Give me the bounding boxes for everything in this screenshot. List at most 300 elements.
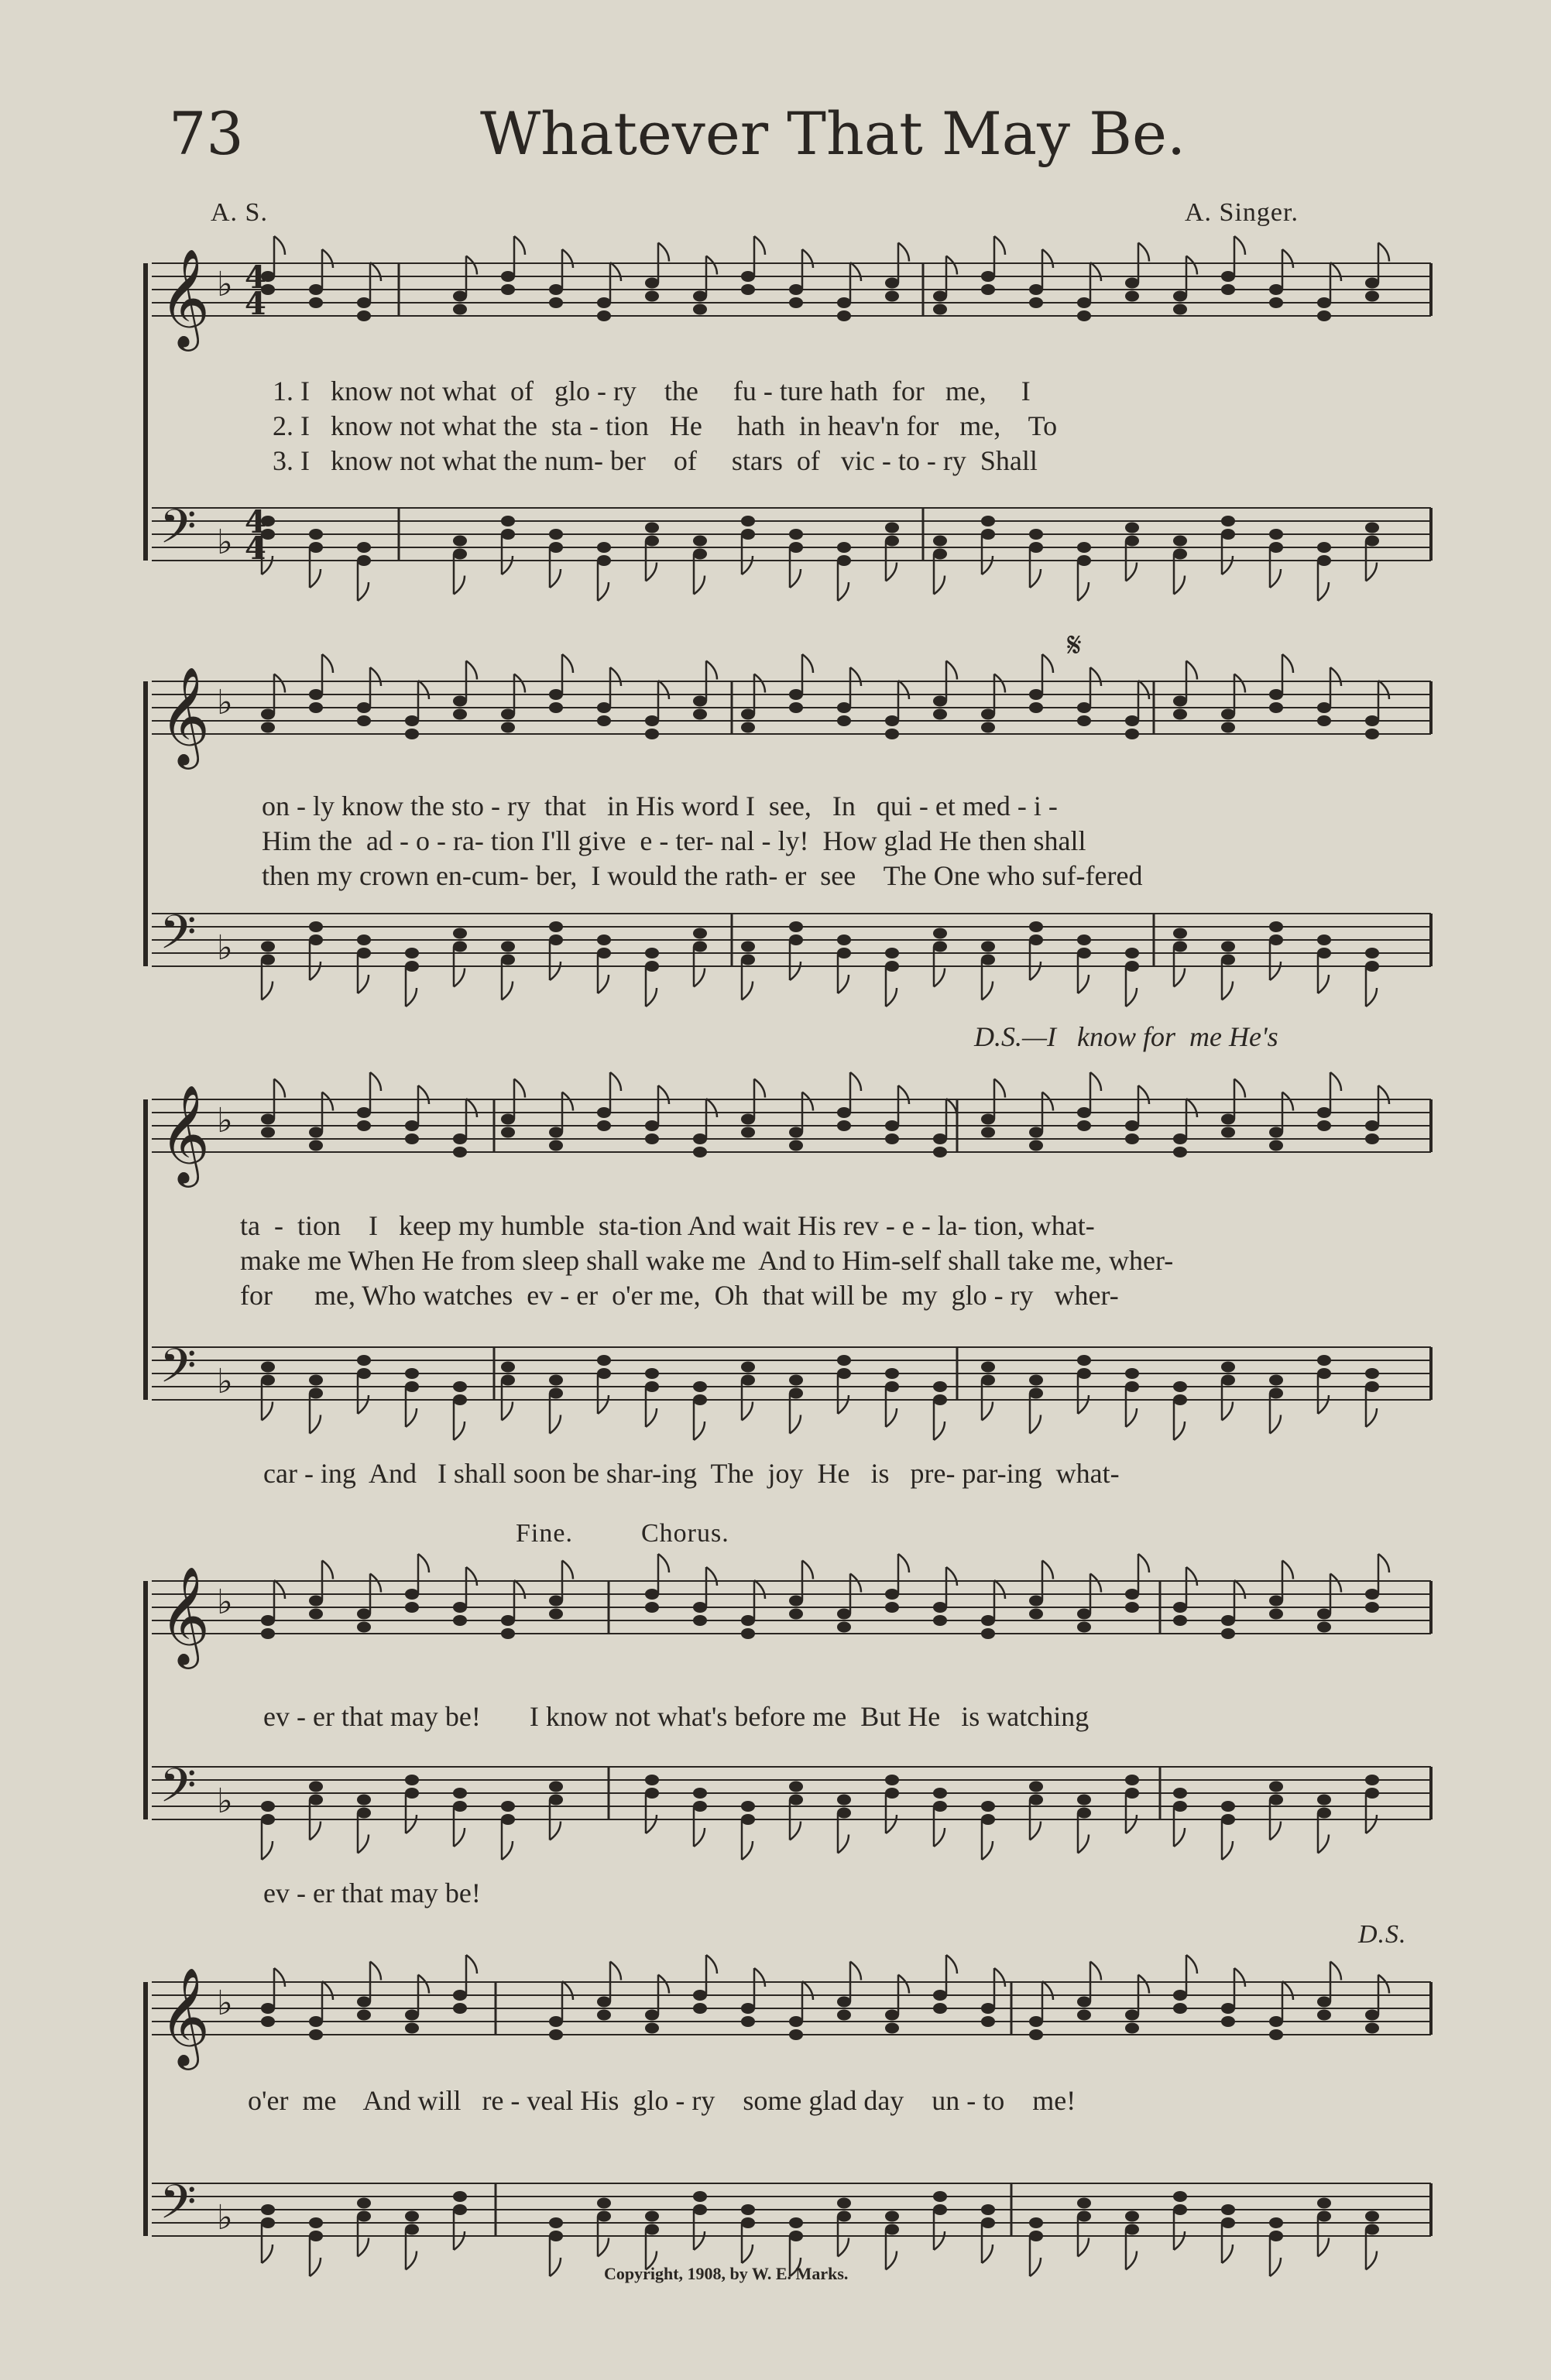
notehead — [885, 2224, 899, 2235]
notehead — [885, 523, 899, 533]
notehead — [549, 921, 563, 932]
notehead — [1125, 729, 1139, 739]
note-flag — [658, 1554, 669, 1572]
notehead — [933, 2204, 947, 2215]
notehead — [357, 1808, 371, 1819]
note-flag — [742, 2245, 753, 2263]
notehead — [789, 702, 803, 713]
flat-icon: ♭ — [217, 523, 233, 562]
note-flag — [850, 262, 861, 281]
notehead — [645, 2224, 659, 2235]
note-flag — [550, 2258, 561, 2276]
chorus-line: ev - er that may be! I know not what's before me But He is watching — [263, 1701, 1089, 1732]
notehead — [501, 1615, 515, 1626]
note-flag — [1078, 582, 1089, 601]
notehead — [549, 1795, 563, 1806]
note-flag — [898, 1554, 909, 1572]
notehead — [1125, 1368, 1139, 1379]
notehead — [789, 542, 803, 553]
note-flag — [838, 1395, 849, 1414]
notehead — [837, 1107, 851, 1118]
note-flag — [262, 1402, 273, 1421]
note-flag — [1186, 256, 1197, 275]
note-flag — [310, 1415, 321, 1434]
note-flag — [1270, 962, 1281, 980]
notehead — [1365, 961, 1379, 972]
notehead — [597, 2010, 611, 2021]
notehead — [1221, 1127, 1235, 1138]
notehead — [1365, 2010, 1379, 2021]
note-flag — [1282, 1981, 1293, 2000]
note-flag — [886, 1408, 897, 1427]
notehead — [597, 1120, 611, 1131]
notehead — [981, 1127, 995, 1138]
notehead — [501, 1375, 515, 1386]
notehead — [885, 729, 899, 739]
note-flag — [310, 1822, 321, 1840]
note-flag — [562, 654, 573, 673]
hymn-title: Whatever That May Be. — [480, 99, 1186, 168]
notehead — [261, 2204, 275, 2215]
notehead — [1317, 297, 1331, 308]
notehead — [1029, 529, 1043, 540]
notehead — [309, 2217, 323, 2228]
notehead — [837, 1368, 851, 1379]
note-flag — [754, 674, 765, 693]
notehead — [309, 297, 323, 308]
notehead — [741, 1615, 755, 1626]
note-flag — [742, 556, 753, 574]
notehead — [693, 2204, 707, 2215]
note-flag — [1138, 681, 1149, 699]
notehead — [885, 1381, 899, 1392]
note-flag — [694, 576, 705, 595]
notehead — [1029, 2016, 1043, 2027]
notehead — [789, 2029, 803, 2040]
treble-clef-icon: 𝄞 — [160, 666, 211, 765]
notehead — [1317, 948, 1331, 959]
notehead — [741, 941, 755, 952]
note-flag — [694, 1421, 705, 1440]
notehead — [885, 961, 899, 972]
notehead — [453, 1801, 467, 1812]
notehead — [981, 955, 995, 965]
notehead — [741, 271, 755, 282]
notehead — [837, 542, 851, 553]
note-flag — [1090, 1962, 1101, 1980]
notehead — [645, 715, 659, 726]
notehead — [837, 297, 851, 308]
notehead — [357, 702, 371, 713]
note-flag — [742, 982, 753, 1000]
notehead — [597, 2211, 611, 2222]
flat-icon: ♭ — [217, 1583, 233, 1622]
notehead — [1077, 702, 1091, 713]
notehead — [1221, 1801, 1235, 1812]
note-flag — [1378, 1975, 1389, 1994]
note-flag — [1282, 1092, 1293, 1111]
notehead — [453, 1381, 467, 1392]
notehead — [1317, 1997, 1331, 2008]
notehead — [1317, 2211, 1331, 2222]
note-flag — [934, 576, 945, 595]
words-credit: A. S. — [211, 198, 268, 227]
notehead — [549, 2231, 563, 2241]
note-flag — [1078, 1395, 1089, 1414]
treble-clef-icon: 𝄞 — [160, 1566, 211, 1665]
notehead — [885, 1120, 899, 1131]
notehead — [549, 1140, 563, 1151]
note-flag — [1366, 1815, 1377, 1833]
note-flag — [1330, 667, 1341, 686]
notehead — [693, 709, 707, 720]
notehead — [309, 2029, 323, 2040]
notehead — [453, 536, 467, 547]
notehead — [933, 2003, 947, 2014]
notehead — [1221, 1615, 1235, 1626]
notehead — [645, 2010, 659, 2021]
note-flag — [322, 1092, 333, 1111]
notehead — [1269, 1795, 1283, 1806]
note-flag — [802, 1092, 813, 1111]
notehead — [309, 935, 323, 945]
note-flag — [598, 975, 609, 993]
notehead — [789, 1388, 803, 1399]
note-flag — [802, 1981, 813, 2000]
notehead — [597, 702, 611, 713]
note-flag — [550, 569, 561, 588]
notehead — [549, 542, 563, 553]
time-signature-bass: 4 — [245, 504, 266, 540]
note-flag — [406, 1815, 417, 1833]
notehead — [981, 941, 995, 952]
treble-clef-icon: 𝄞 — [160, 1084, 211, 1183]
bass-clef-icon: 𝄢 — [160, 1339, 197, 1405]
note-flag — [1330, 1072, 1341, 1091]
note-flag — [610, 262, 621, 281]
note-flag — [466, 661, 477, 680]
notehead — [741, 709, 755, 720]
note-flag — [658, 1975, 669, 1994]
note-flag — [454, 1828, 465, 1847]
notehead — [981, 271, 995, 282]
notehead — [597, 948, 611, 959]
note-flag — [898, 681, 909, 699]
notehead — [1365, 536, 1379, 547]
notehead — [693, 2191, 707, 2202]
notehead — [261, 1801, 275, 1812]
notehead — [1077, 948, 1091, 959]
notehead — [837, 1808, 851, 1819]
note-flag — [1270, 1822, 1281, 1840]
notehead — [1173, 1394, 1187, 1405]
note-flag — [418, 1975, 429, 1994]
notehead — [1269, 297, 1283, 308]
notehead — [741, 1114, 755, 1125]
note-flag — [1042, 654, 1053, 673]
hymn-number: 73 — [169, 99, 244, 168]
notehead — [981, 284, 995, 295]
notehead — [1221, 955, 1235, 965]
notehead — [981, 2016, 995, 2027]
notehead — [453, 2204, 467, 2215]
fine-marker: Fine. — [516, 1519, 573, 1548]
notehead — [261, 2016, 275, 2027]
note-flag — [1174, 969, 1185, 987]
note-flag — [370, 667, 381, 686]
notehead — [405, 1120, 419, 1131]
note-flag — [610, 1962, 621, 1980]
note-flag — [1234, 1079, 1245, 1098]
note-flag — [982, 982, 993, 1000]
note-flag — [1270, 569, 1281, 588]
notehead — [741, 1127, 755, 1138]
notehead — [741, 1628, 755, 1639]
notehead — [1173, 1615, 1187, 1626]
notehead — [1173, 304, 1187, 315]
notehead — [1029, 1609, 1043, 1620]
notehead — [1317, 715, 1331, 726]
notehead — [1077, 1622, 1091, 1633]
note-flag — [1138, 1085, 1149, 1104]
note-flag — [310, 962, 321, 980]
note-flag — [1078, 2238, 1089, 2257]
notehead — [645, 2211, 659, 2222]
notehead — [453, 304, 467, 315]
note-flag — [706, 1099, 717, 1117]
notehead — [1221, 516, 1235, 526]
note-flag — [1126, 2251, 1137, 2270]
notehead — [693, 536, 707, 547]
note-flag — [1042, 1561, 1053, 1579]
notehead — [741, 2003, 755, 2014]
note-flag — [466, 1955, 477, 1974]
notehead — [1221, 2003, 1235, 2014]
notehead — [981, 2204, 995, 2215]
note-flag — [562, 1981, 573, 2000]
notehead — [789, 2016, 803, 2027]
note-flag — [790, 962, 801, 980]
notehead — [597, 715, 611, 726]
notehead — [357, 1120, 371, 1131]
note-flag — [1174, 1828, 1185, 1847]
notehead — [837, 1622, 851, 1633]
note-flag — [886, 563, 897, 581]
notehead — [501, 271, 515, 282]
notehead — [741, 722, 755, 733]
note-flag — [1318, 2238, 1329, 2257]
notehead — [1173, 1801, 1187, 1812]
notehead — [1125, 1589, 1139, 1600]
notehead — [1125, 2010, 1139, 2021]
notehead — [405, 729, 419, 739]
notehead — [501, 955, 515, 965]
notehead — [885, 948, 899, 959]
notehead — [1269, 529, 1283, 540]
notehead — [1077, 1120, 1091, 1131]
notehead — [261, 955, 275, 965]
note-flag — [322, 1981, 333, 2000]
note-flag — [946, 256, 957, 275]
note-flag — [982, 1402, 993, 1421]
note-flag — [1126, 1815, 1137, 1833]
note-flag — [886, 988, 897, 1007]
notehead — [1221, 2016, 1235, 2027]
note-flag — [1270, 1415, 1281, 1434]
notehead — [1365, 2211, 1379, 2222]
notehead — [453, 2191, 467, 2202]
note-flag — [550, 1822, 561, 1840]
notehead — [549, 1596, 563, 1607]
notehead — [1125, 2211, 1139, 2222]
music-credit: A. Singer. — [1185, 198, 1299, 227]
notehead — [1173, 1133, 1187, 1144]
note-flag — [994, 1968, 1005, 1987]
note-flag — [1378, 243, 1389, 262]
notehead — [789, 2231, 803, 2241]
notehead — [357, 542, 371, 553]
notehead — [1221, 284, 1235, 295]
note-flag — [502, 982, 513, 1000]
time-signature-bass: 4 — [245, 530, 266, 567]
note-flag — [1090, 1072, 1101, 1091]
notehead — [405, 948, 419, 959]
notehead — [405, 1602, 419, 1613]
note-flag — [514, 1580, 525, 1599]
notehead — [1317, 935, 1331, 945]
notehead — [1365, 2224, 1379, 2235]
note-flag — [934, 2231, 945, 2250]
note-flag — [646, 1408, 657, 1427]
flat-icon: ♭ — [217, 928, 233, 968]
notehead — [981, 1814, 995, 1825]
notehead — [1077, 310, 1091, 321]
notehead — [405, 2023, 419, 2034]
notehead — [837, 555, 851, 566]
note-flag — [598, 582, 609, 601]
notehead — [741, 955, 755, 965]
notehead — [1365, 715, 1379, 726]
notehead — [501, 1362, 515, 1373]
notehead — [741, 1814, 755, 1825]
notehead — [1365, 1775, 1379, 1785]
note-flag — [994, 674, 1005, 693]
note-flag — [262, 982, 273, 1000]
note-flag — [982, 1841, 993, 1860]
note-flag — [706, 1567, 717, 1586]
notehead — [645, 523, 659, 533]
notehead — [1125, 291, 1139, 302]
notehead — [1221, 529, 1235, 540]
note-flag — [850, 1072, 861, 1091]
notehead — [453, 1394, 467, 1405]
flat-icon: ♭ — [217, 1101, 233, 1140]
note-flag — [754, 1580, 765, 1599]
notehead — [261, 1114, 275, 1125]
notehead — [885, 1368, 899, 1379]
note-flag — [706, 1955, 717, 1974]
flat-icon: ♭ — [217, 1362, 233, 1401]
notehead — [501, 1114, 515, 1125]
notehead — [645, 1133, 659, 1144]
notehead — [1125, 278, 1139, 289]
note-flag — [1282, 249, 1293, 268]
note-flag — [514, 1079, 525, 1098]
note-flag — [790, 1415, 801, 1434]
notehead — [693, 1602, 707, 1613]
notehead — [1125, 536, 1139, 547]
bass-clef-icon: 𝄢 — [160, 2175, 197, 2241]
note-flag — [1174, 1421, 1185, 1440]
note-flag — [1030, 569, 1041, 588]
notehead — [981, 1114, 995, 1125]
notehead — [1173, 1788, 1187, 1799]
notehead — [981, 1801, 995, 1812]
note-flag — [838, 2238, 849, 2257]
notehead — [309, 529, 323, 540]
notehead — [933, 696, 947, 707]
notehead — [789, 1609, 803, 1620]
notehead — [453, 2003, 467, 2014]
notehead — [1077, 555, 1091, 566]
notehead — [645, 1381, 659, 1392]
notehead — [1173, 709, 1187, 720]
notehead — [357, 1355, 371, 1366]
verse-1-line: on - ly know the sto - ry that in His word I see, In qui - et med - i - — [262, 790, 1058, 821]
notehead — [885, 715, 899, 726]
note-flag — [886, 1815, 897, 1833]
notehead — [309, 1795, 323, 1806]
notehead — [1221, 941, 1235, 952]
notehead — [1077, 2211, 1091, 2222]
notehead — [501, 516, 515, 526]
notehead — [933, 1788, 947, 1799]
notehead — [1125, 1133, 1139, 1144]
flat-icon: ♭ — [217, 1984, 233, 2023]
notehead — [357, 935, 371, 945]
verse-2-line: make me When He from sleep shall wake me And to Him-self shall take me, wher- — [240, 1245, 1174, 1276]
note-flag — [1366, 2251, 1377, 2270]
notehead — [405, 1788, 419, 1799]
notehead — [1173, 1990, 1187, 2001]
note-flag — [418, 1085, 429, 1104]
notehead — [309, 1388, 323, 1399]
notehead — [933, 709, 947, 720]
notehead — [357, 948, 371, 959]
notehead — [453, 1133, 467, 1144]
note-flag — [850, 1574, 861, 1593]
note-flag — [1318, 1835, 1329, 1854]
notehead — [1029, 1388, 1043, 1399]
note-flag — [982, 2245, 993, 2263]
notehead — [1365, 291, 1379, 302]
notehead — [933, 549, 947, 560]
notehead — [1077, 1795, 1091, 1806]
note-flag — [274, 236, 285, 255]
note-flag — [502, 1841, 513, 1860]
notehead — [1317, 1120, 1331, 1131]
notehead — [261, 1375, 275, 1386]
notehead — [693, 291, 707, 302]
notehead — [1173, 2003, 1187, 2014]
notehead — [261, 1615, 275, 1626]
notehead — [885, 536, 899, 547]
notehead — [549, 2016, 563, 2027]
notehead — [693, 928, 707, 939]
notehead — [981, 722, 995, 733]
notehead — [1173, 696, 1187, 707]
notehead — [1077, 542, 1091, 553]
